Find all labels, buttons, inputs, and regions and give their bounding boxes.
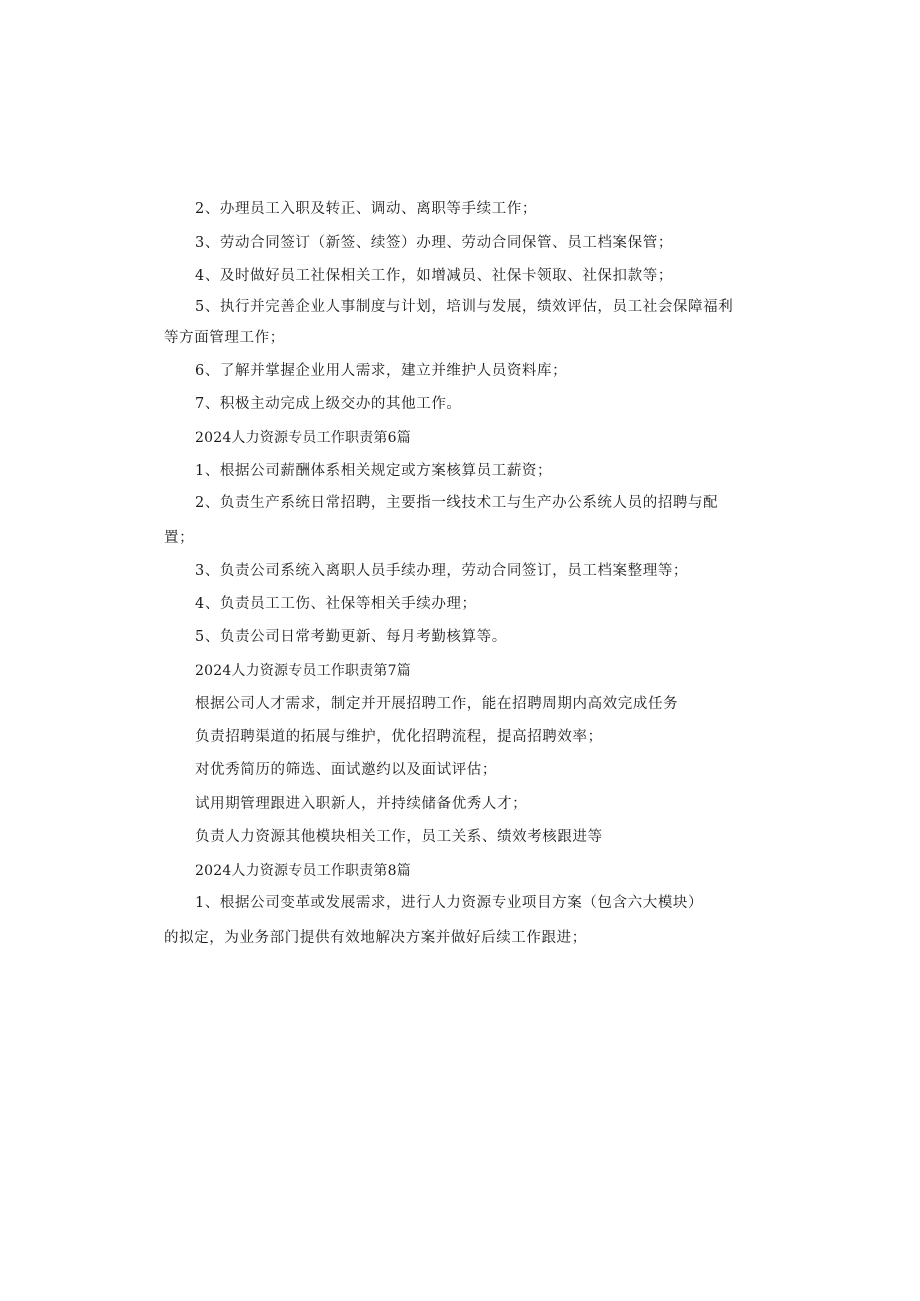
section-heading: 2024人力资源专员工作职责第8篇 xyxy=(195,863,411,879)
paragraph-line: 对优秀简历的筛选、面试邀约以及面试评估； xyxy=(195,762,497,778)
paragraph-line: 7、积极主动完成上级交办的其他工作。 xyxy=(195,396,462,412)
paragraph-line-continuation: 等方面管理工作； xyxy=(164,330,285,346)
paragraph-line: 1、根据公司变革或发展需求，进行人力资源专业项目方案（包含六大模块） xyxy=(195,895,704,911)
paragraph-line-continuation: 置； xyxy=(164,530,195,546)
paragraph-line: 6、了解并掌握企业用人需求，建立并维护人员资料库； xyxy=(195,363,568,379)
paragraph-line: 4、及时做好员工社保相关工作，如增减员、社保卡领取、社保扣款等； xyxy=(195,268,673,284)
paragraph-line: 1、根据公司薪酬体系相关规定或方案核算员工薪资； xyxy=(195,463,553,479)
section-heading: 2024人力资源专员工作职责第7篇 xyxy=(195,663,411,679)
section-heading: 2024人力资源专员工作职责第6篇 xyxy=(195,430,411,446)
paragraph-line: 根据公司人才需求，制定并开展招聘工作，能在招聘周期内高效完成任务 xyxy=(195,696,679,712)
paragraph-line: 3、负责公司系统入离职人员手续办理，劳动合同签订，员工档案整理等； xyxy=(195,563,689,579)
paragraph-line: 2、负责生产系统日常招聘，主要指一线技术工与生产办公系统人员的招聘与配 xyxy=(195,495,719,511)
paragraph-line-continuation: 的拟定，为业务部门提供有效地解决方案并做好后续工作跟进； xyxy=(164,930,587,946)
paragraph-line: 试用期管理跟进入职新人，并持续储备优秀人才； xyxy=(195,796,528,812)
paragraph-line: 5、执行并完善企业人事制度与计划，培训与发展，绩效评估，员工社会保障福利 xyxy=(195,299,734,315)
paragraph-line: 4、负责员工工伤、社保等相关手续办理； xyxy=(195,596,477,612)
paragraph-line: 负责人力资源其他模块相关工作，员工关系、绩效考核跟进等 xyxy=(195,829,603,845)
paragraph-line: 3、劳动合同签订（新签、续签）办理、劳动合同保管、员工档案保管； xyxy=(195,235,673,251)
paragraph-line: 2、办理员工入职及转正、调动、离职等手续工作； xyxy=(195,201,538,217)
paragraph-line: 负责招聘渠道的拓展与维护，优化招聘流程，提高招聘效率； xyxy=(195,729,603,745)
paragraph-line: 5、负责公司日常考勤更新、每月考勤核算等。 xyxy=(195,629,507,645)
